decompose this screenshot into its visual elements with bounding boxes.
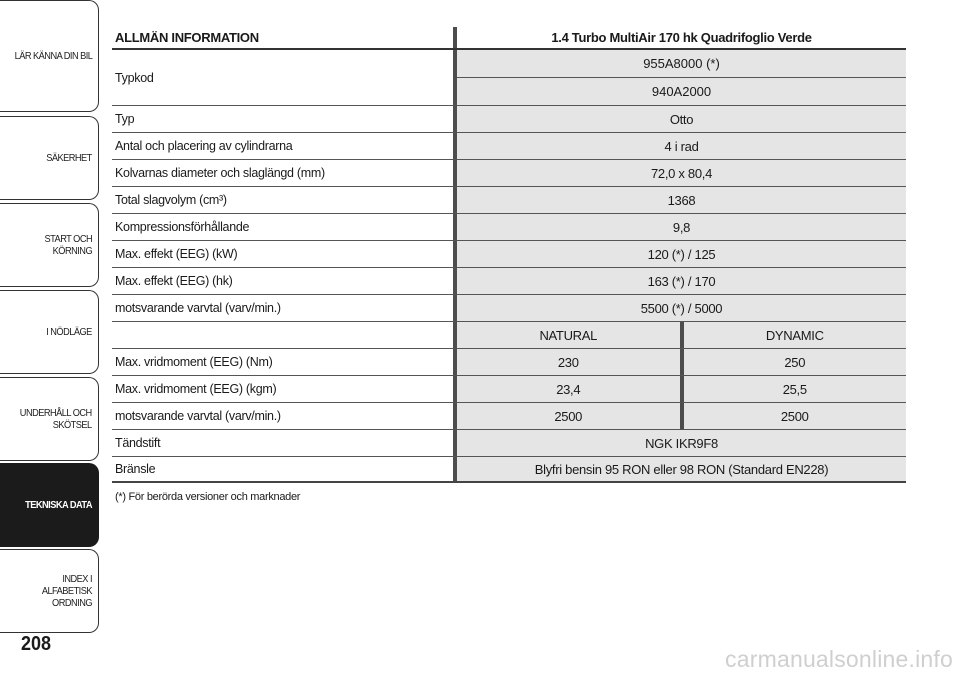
table-row [112,295,906,322]
dynamic-value: 2500 [684,403,907,429]
table-row [112,106,906,133]
mode-dynamic: DYNAMIC [684,322,907,348]
natural-value: 230 [457,349,680,375]
table-row [112,403,906,430]
split-values [457,376,906,402]
row-value: 4 i rad [457,133,906,159]
row-value: 9,8 [457,214,906,240]
tab-label: INDEX I ALFABETISK ORDNING [41,573,92,609]
tab-label: SÄKERHET [46,152,92,164]
tab-underhall-och-skotsel[interactable] [0,377,99,461]
footnote: (*) För berörda versioner och marknader [115,491,301,503]
watermark: carmanualsonline.info [725,646,953,672]
row-label: Max. effekt (EEG) (hk) [115,274,233,288]
row-label: motsvarande varvtal (varv/min.) [115,301,281,315]
tab-sakerhet[interactable] [0,116,99,200]
tab-label: START OCH KÖRNING [44,233,92,257]
table-row [112,430,906,457]
row-value: Otto [457,106,906,132]
row-label: Tändstift [115,436,161,450]
tab-start-och-korning[interactable] [0,203,99,287]
header-value: 1.4 Turbo MultiAir 170 hk Quadrifoglio Verde [551,30,812,45]
tab-tekniska-data[interactable] [0,463,99,547]
tab-lar-kanna-din-bil[interactable] [0,0,99,112]
tab-index-i-alfabetisk-ordning[interactable] [0,549,99,633]
table-row [112,457,906,483]
tab-label: TEKNISKA DATA [25,499,92,511]
table-row [112,349,906,376]
table-row [112,214,906,241]
chapter-sidebar [0,0,100,686]
row-label: Bränsle [115,462,156,476]
row-value: 72,0 x 80,4 [457,160,906,186]
tab-label: LÄR KÄNNA DIN BIL [14,50,92,62]
typkod-values [457,50,906,105]
row-label: Antal och placering av cylindrarna [115,139,293,153]
row-value: 1368 [457,187,906,213]
row-label: Kompressionsförhållande [115,220,250,234]
mode-natural: NATURAL [457,322,680,348]
table-row-mode-header [112,322,906,349]
row-label: Typkod [115,70,154,85]
row-value: 120 (*) / 125 [457,241,906,267]
table-row [112,133,906,160]
natural-value: 23,4 [457,376,680,402]
row-value: 163 (*) / 170 [457,268,906,294]
split-values [457,403,906,429]
row-label: Total slagvolym (cm³) [115,193,227,207]
page-number: 208 [20,633,52,655]
natural-value: 2500 [457,403,680,429]
tab-label: I NÖDLÄGE [46,326,92,338]
row-label: Max. vridmoment (EEG) (Nm) [115,355,273,369]
row-label [112,322,453,348]
typkod-value: 955A8000 (*) [457,50,906,77]
engine-spec-table [112,27,906,483]
row-value: NGK IKR9F8 [457,430,906,456]
row-label: Typ [115,112,135,126]
row-label: Kolvarnas diameter och slaglängd (mm) [115,166,325,180]
table-header-row [112,27,906,50]
tab-label: UNDERHÅLL OCH SKÖTSEL [20,407,92,431]
table-row [112,187,906,214]
typkod-value: 940A2000 [457,77,906,105]
row-label: motsvarande varvtal (varv/min.) [115,409,281,423]
tab-i-nodlage[interactable] [0,290,99,374]
table-row [112,376,906,403]
row-label: Max. effekt (EEG) (kW) [115,247,238,261]
header-label: ALLMÄN INFORMATION [115,30,259,45]
dynamic-value: 25,5 [684,376,907,402]
row-value: Blyfri bensin 95 RON eller 98 RON (Standard EN228) [457,457,906,481]
table-row [112,268,906,295]
table-row [112,241,906,268]
table-row-typkod [112,50,906,106]
row-value: 5500 (*) / 5000 [457,295,906,321]
split-values [457,349,906,375]
row-label: Max. vridmoment (EEG) (kgm) [115,382,277,396]
dynamic-value: 250 [684,349,907,375]
split-values [457,322,906,348]
table-row [112,160,906,187]
